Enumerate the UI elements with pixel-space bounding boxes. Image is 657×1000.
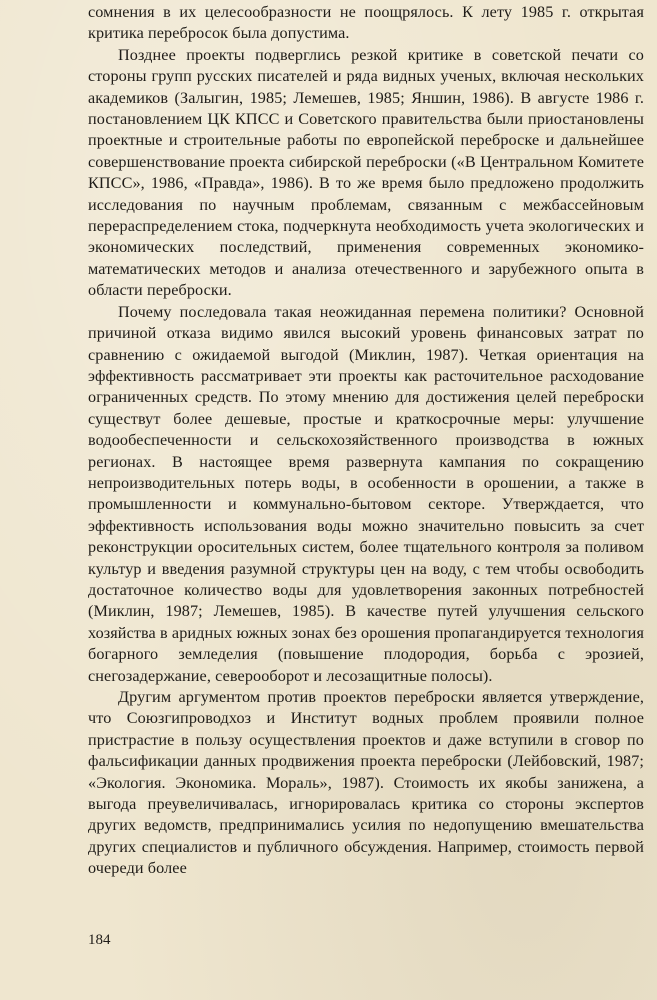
paragraph-second-argument: Другим аргументом против проектов переброски является утверждение, что Союзгипроводхоз и Институт водных проблем проявили полное пристрастие в пользу осуществления проектов и даже вступили в сговор по фальсификации данных продвижения проекта переброски (Лейбовский, 1987; «Экология. Экономика. Мораль», 1987). Стоимость их якобы занижена, а выгода преувеличивалась, игнорировалась критика со стороны экспертов других ведомств, предпринимались усилия по недопущению вмешательства других специалистов и публичного обсуждения. Например, стоимость первой очереди более <box>88 688 644 878</box>
page-number: 184 <box>88 932 111 948</box>
paragraph-continuation: сомнения в их целесообразности не поощрялось. К лету 1985 г. открытая критика перебросок была допустима. <box>88 3 644 43</box>
paragraph-policy-change: Почему последовала такая неожиданная перемена политики? Основной причиной отказа видимо явился высокий уровень финансовых затрат по сравнению с ожидаемой выгодой (Миклин, 1987). Четкая ориентация на эффективность рассматривает эти проекты как расточительное расходование ограниченных средств. По этому мнению для достижения целей переброски существут более дешевые, простые и краткосрочные меры: улучшение водообеспеченности и сельскохозяйственного производства в южных регионах. В настоящее время развернута кампания по сокращению непроизводительных потерь воды, в особенности в орошении, а также в промышленности и коммунально-бытовом секторе. Утверждается, что эффективность использования воды можно значительно повысить за счет реконструкции оросительных систем, более тщательного контроля за поливом культур и введения разумной структуры цен на воду, с тем чтобы освободить достаточное количество воды для удовлетворения законных потребностей (Миклин, 1987; Лемешев, 1985). В качестве путей улучшения сельского хозяйства в аридных южных зонах без орошения пропагандируется технология богарного земледелия (повышение плодородия, борьба с эрозией, снегозадержание, северооборот и лесозащитные полосы). <box>88 302 644 685</box>
paragraph-criticism: Позднее проекты подверглись резкой критике в советской печати со стороны групп русских писателей и ряда видных ученых, включая нескольких академиков (Залыгин, 1985; Лемешев, 1985; Яншин, 1986). В августе 1986 г. постановлением ЦК КПСС и Советского правительства были приостановлены проектные и строительные работы по европейской переброске и дальнейшее совершенствование проекта сибирской переброски («В Центральном Комитете КПСС», 1986, «Правда», 1986). В то же время было предложено продолжить исследования по научным проблемам, связанным с межбассейновым перераспределением стока, подчеркнута необходимость учета экологических и экономических последствий, применения современных экономико-математических методов и анализа отечественного и зарубежного опыта в области переброски. <box>88 45 644 300</box>
body-text <box>88 2 644 880</box>
